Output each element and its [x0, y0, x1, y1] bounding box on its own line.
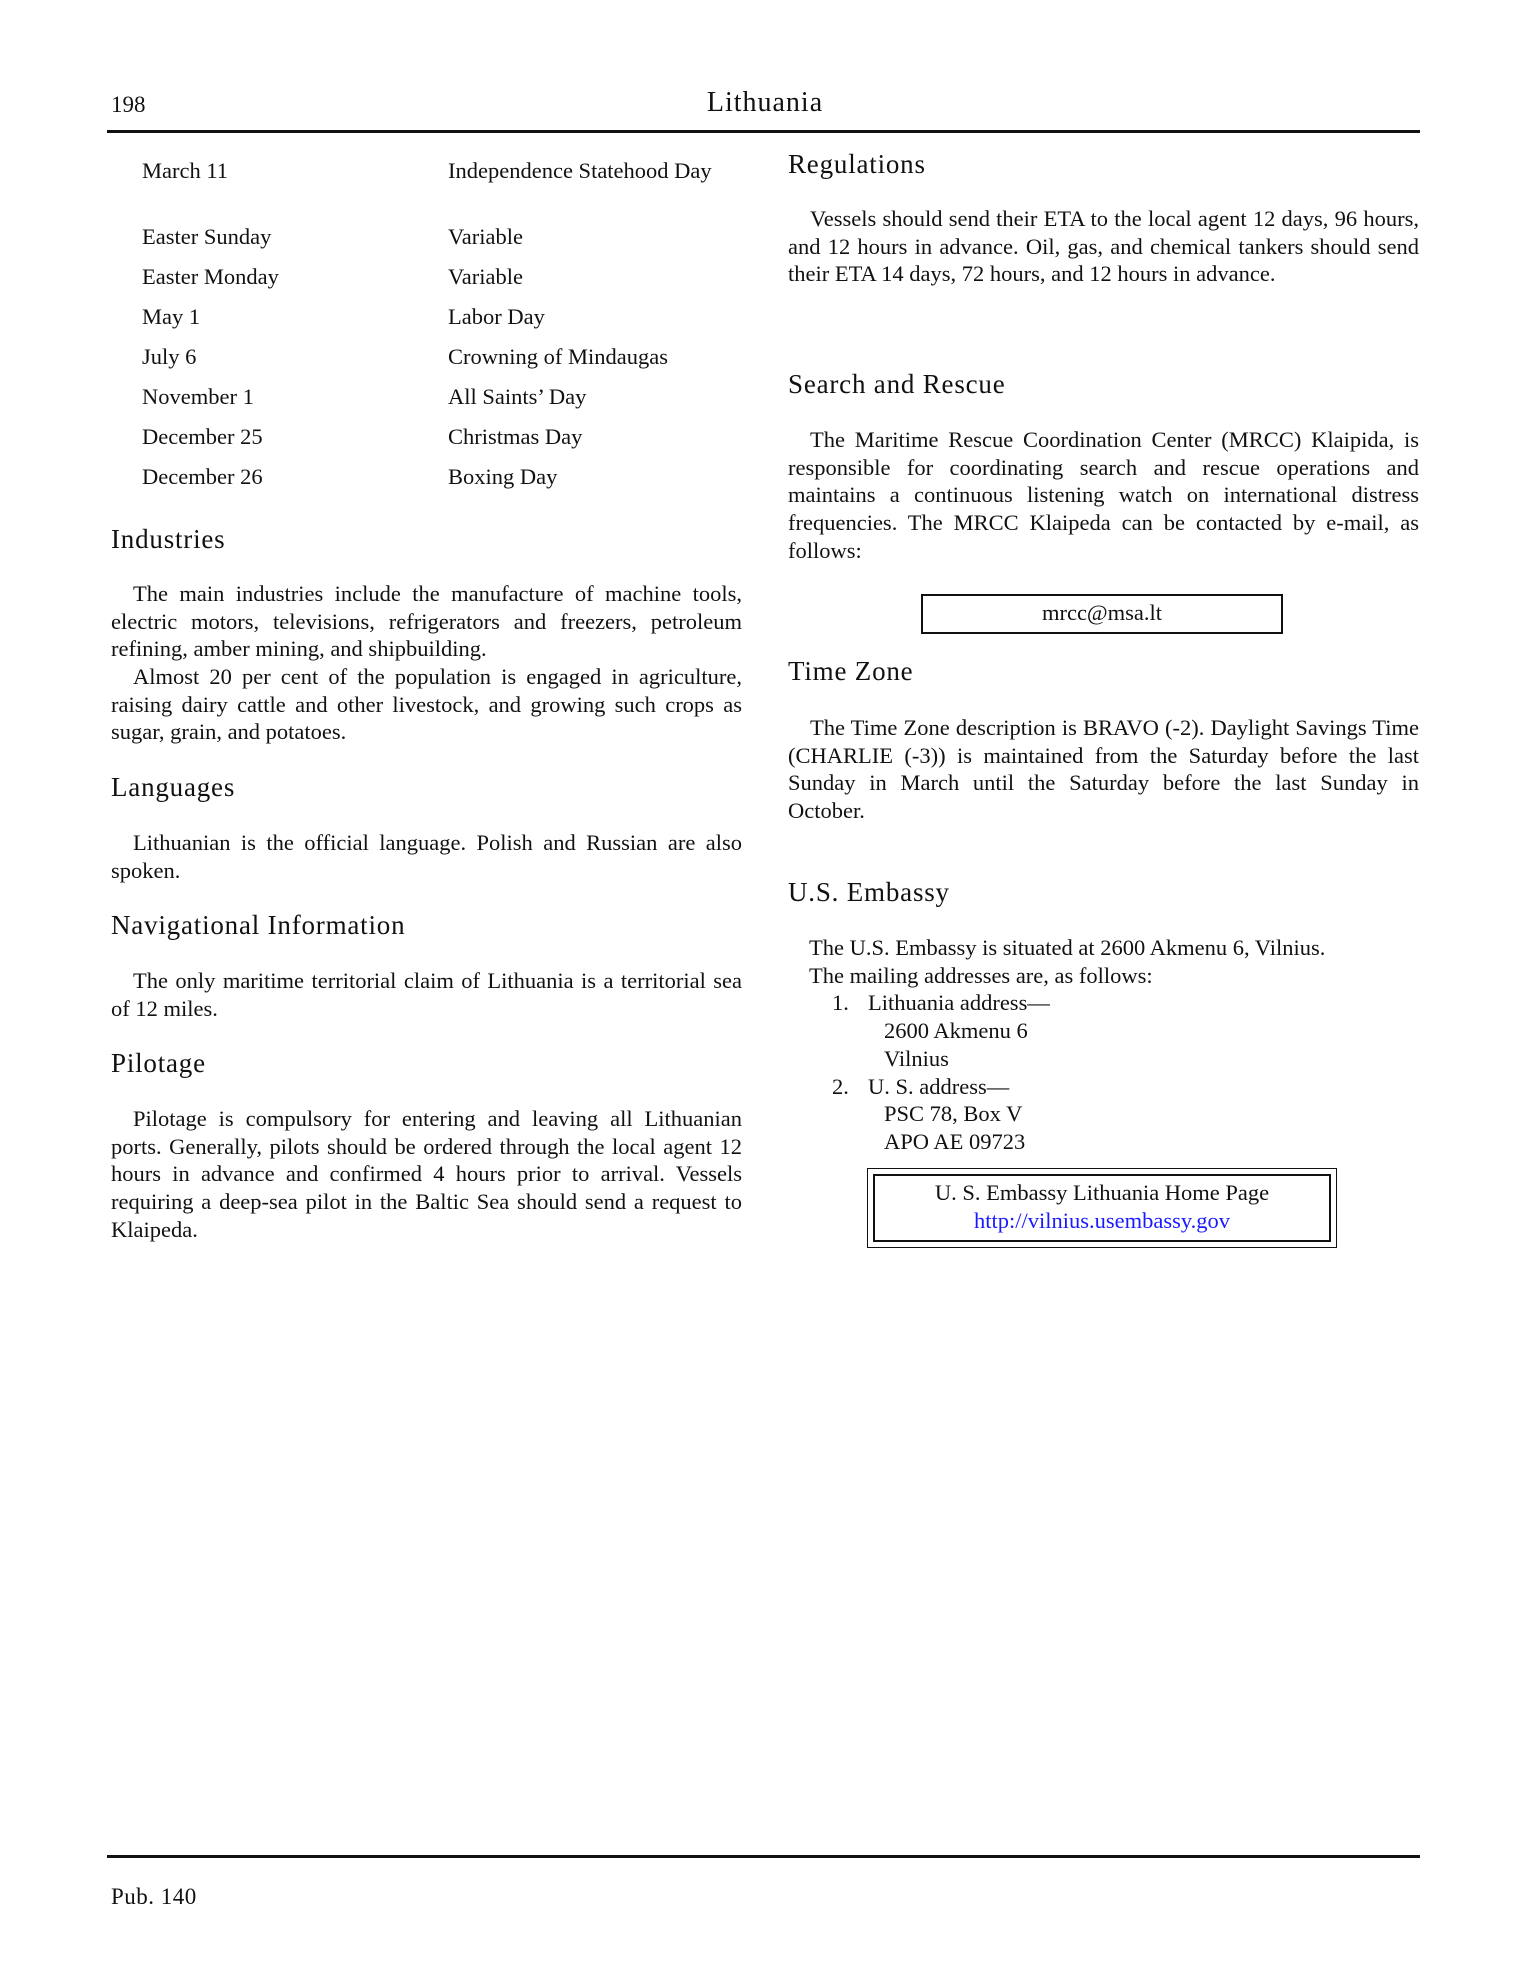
- holiday-date: December 25: [142, 424, 263, 449]
- address-line: 2600 Akmenu 6: [884, 1018, 1028, 1044]
- address-line: APO AE 09723: [884, 1128, 1026, 1154]
- holiday-name: Variable: [448, 224, 523, 249]
- holiday-name: Variable: [448, 264, 523, 289]
- holiday-row: [142, 303, 742, 343]
- address-line: PSC 78, Box V: [884, 1101, 1023, 1127]
- homepage-box: [873, 1174, 1331, 1242]
- holiday-date: December 26: [142, 464, 263, 489]
- address-line: Vilnius: [884, 1045, 949, 1071]
- holiday-row: [142, 383, 742, 423]
- holiday-row: [142, 223, 742, 263]
- timezone-paragraph: The Time Zone description is BRAVO (-2). Daylight Savings Time (CHARLIE (-3)) is maintained from the Saturday before the last Sunday in March until the Saturday before the last Sunday in October.: [788, 715, 1419, 824]
- holiday-row: [142, 157, 742, 223]
- languages-paragraph: Lithuanian is the official language. Polish and Russian are also spoken.: [111, 830, 742, 883]
- address-number: 1.: [832, 990, 849, 1016]
- industries-paragraph: The main industries include the manufacture of machine tools, electric motors, televisions, refrigerators and freezers, petroleum refining, amber mining, and shipbuilding.: [111, 581, 742, 662]
- holiday-date: March 11: [142, 158, 229, 183]
- holiday-row: [142, 343, 742, 383]
- languages-heading: Languages: [111, 772, 236, 802]
- holiday-date: May 1: [142, 304, 201, 329]
- holiday-name: All Saints’ Day: [448, 384, 587, 409]
- holiday-name: Christmas Day: [448, 424, 583, 449]
- footer-rule: [107, 1855, 1420, 1858]
- address-item: [809, 1073, 1419, 1156]
- regulations-heading: Regulations: [788, 149, 926, 179]
- header-rule: [107, 130, 1420, 133]
- holiday-row: [142, 263, 742, 303]
- holiday-name: Labor Day: [448, 304, 545, 329]
- embassy-mailing-intro: The mailing addresses are, as follows:: [809, 962, 1153, 988]
- address-item: [809, 989, 1419, 1072]
- homepage-box-outer: [867, 1168, 1337, 1248]
- holiday-date: Easter Monday: [142, 264, 279, 289]
- holiday-row: [142, 423, 742, 463]
- email-box: [921, 594, 1283, 634]
- homepage-link[interactable]: http://vilnius.usembassy.gov: [973, 1207, 1231, 1233]
- navigational-heading: Navigational Information: [111, 910, 406, 940]
- mrcc-email[interactable]: mrcc@msa.lt: [1041, 600, 1163, 625]
- sar-heading: Search and Rescue: [788, 369, 1006, 399]
- holiday-name: Independence Statehood Day: [448, 158, 712, 183]
- regulations-paragraph: Vessels should send their ETA to the local agent 12 days, 96 hours, and 12 hours in advance. Oil, gas, and chemical tankers should send their ETA 14 days, 72 hours, and 12 hours in advance.: [788, 206, 1419, 287]
- holiday-date: Easter Sunday: [142, 224, 272, 249]
- embassy-location: The U.S. Embassy is situated at 2600 Akmenu 6, Vilnius.: [809, 935, 1326, 960]
- sar-paragraph: The Maritime Rescue Coordination Center (MRCC) Klaipida, is responsible for coordinating search and rescue operations and maintains a continuous listening watch on international distress frequencies. The MRCC Klaipeda can be contacted by e-mail, as follows:: [788, 427, 1419, 563]
- holiday-name: Boxing Day: [448, 464, 558, 489]
- embassy-text: [809, 934, 1419, 1156]
- page-number: 198: [111, 92, 146, 117]
- holiday-row: [142, 463, 742, 503]
- embassy-heading: U.S. Embassy: [788, 877, 950, 907]
- pilotage-heading: Pilotage: [111, 1048, 206, 1078]
- industries-heading: Industries: [111, 524, 226, 554]
- page-title: Lithuania: [706, 87, 824, 118]
- holidays-table: [142, 157, 742, 503]
- address-number: 2.: [832, 1073, 849, 1099]
- holiday-date: November 1: [142, 384, 254, 409]
- homepage-title: U. S. Embassy Lithuania Home Page: [934, 1180, 1270, 1205]
- industries-paragraph: Almost 20 per cent of the population is engaged in agriculture, raising dairy cattle and other livestock, and growing such crops as sugar, grain, and potatoes.: [111, 664, 742, 745]
- publication-number: Pub. 140: [111, 1884, 197, 1909]
- holiday-date: July 6: [142, 344, 197, 369]
- holiday-name: Crowning of Mindaugas: [448, 344, 668, 369]
- pilotage-paragraph: Pilotage is compulsory for entering and leaving all Lithuanian ports. Generally, pilots should be ordered through the local agent 12 hours in advance and confirmed 4 hours prior to arrival. Vessels requiring a deep-sea pilot in the Baltic Sea should send a request to Klaipeda.: [111, 1106, 742, 1242]
- timezone-heading: Time Zone: [788, 656, 914, 686]
- address-label: Lithuania address—: [868, 990, 1050, 1016]
- address-label: U. S. address—: [868, 1073, 1010, 1099]
- navigational-paragraph: The only maritime territorial claim of Lithuania is a territorial sea of 12 miles.: [111, 968, 742, 1021]
